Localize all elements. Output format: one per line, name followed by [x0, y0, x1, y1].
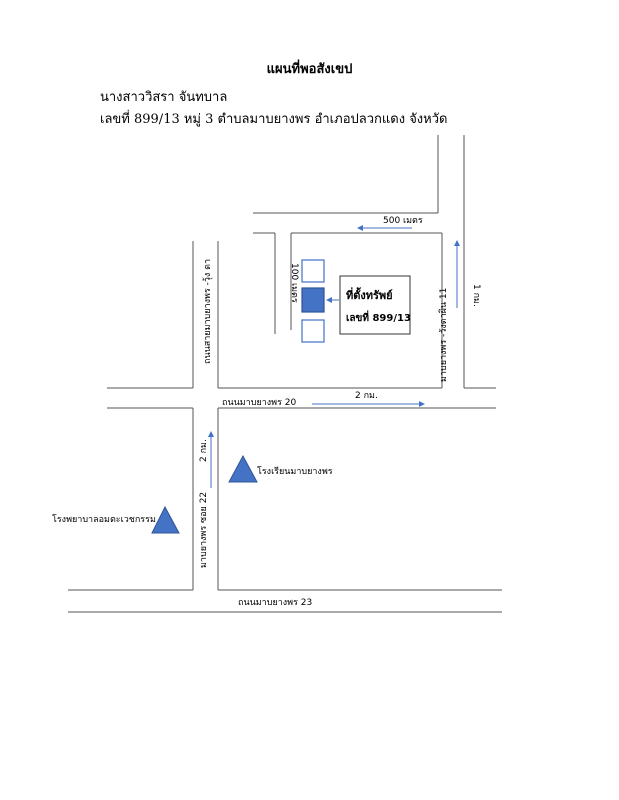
distance-500m: 500 เมตร	[383, 216, 423, 226]
road-20-label: ถนนมาบยางพร 20	[222, 398, 297, 408]
property-address: เลขที่ 899/13 หมู่ 3 ตำบลมาบยางพร อำเภอปลวกแดง จังหวัด	[100, 112, 448, 127]
distance-2km-left: 2 กม.	[199, 439, 209, 462]
property-number: เลขที่ 899/13	[346, 313, 411, 324]
road-23-label: ถนนมาบยางพร 23	[238, 598, 313, 608]
road-wangtaphin-11: มาบยางพร -วังตาผิน 11	[439, 287, 449, 382]
road-wungta: ถนนสายมาบยางพร -วุ้ง ตา	[203, 258, 213, 364]
property-plot	[302, 288, 324, 312]
distance-1km: 1 กม.	[471, 284, 481, 307]
road-lines	[68, 135, 502, 612]
hospital-marker	[152, 507, 179, 533]
school-marker	[229, 456, 257, 482]
page-title: แผนที่พอสังเขป	[266, 62, 353, 77]
distance-2km-right: 2 กม.	[355, 391, 378, 401]
property-label-box	[340, 276, 410, 334]
adjacent-plot-north	[302, 260, 324, 282]
hospital-label: โรงพยาบาลอมตะเวชกรรม	[52, 515, 156, 525]
road-soi-22: มาบยางพร ซอย 22	[199, 491, 209, 568]
owner-name: นางสาววิสรา จันทบาล	[100, 90, 228, 105]
adjacent-plot-south	[302, 320, 324, 342]
school-label: โรงเรียนมาบยางพร	[257, 467, 333, 477]
property-label: ที่ตั้งทรัพย์	[346, 289, 393, 302]
distance-100m: 100 เมตร	[289, 263, 299, 303]
